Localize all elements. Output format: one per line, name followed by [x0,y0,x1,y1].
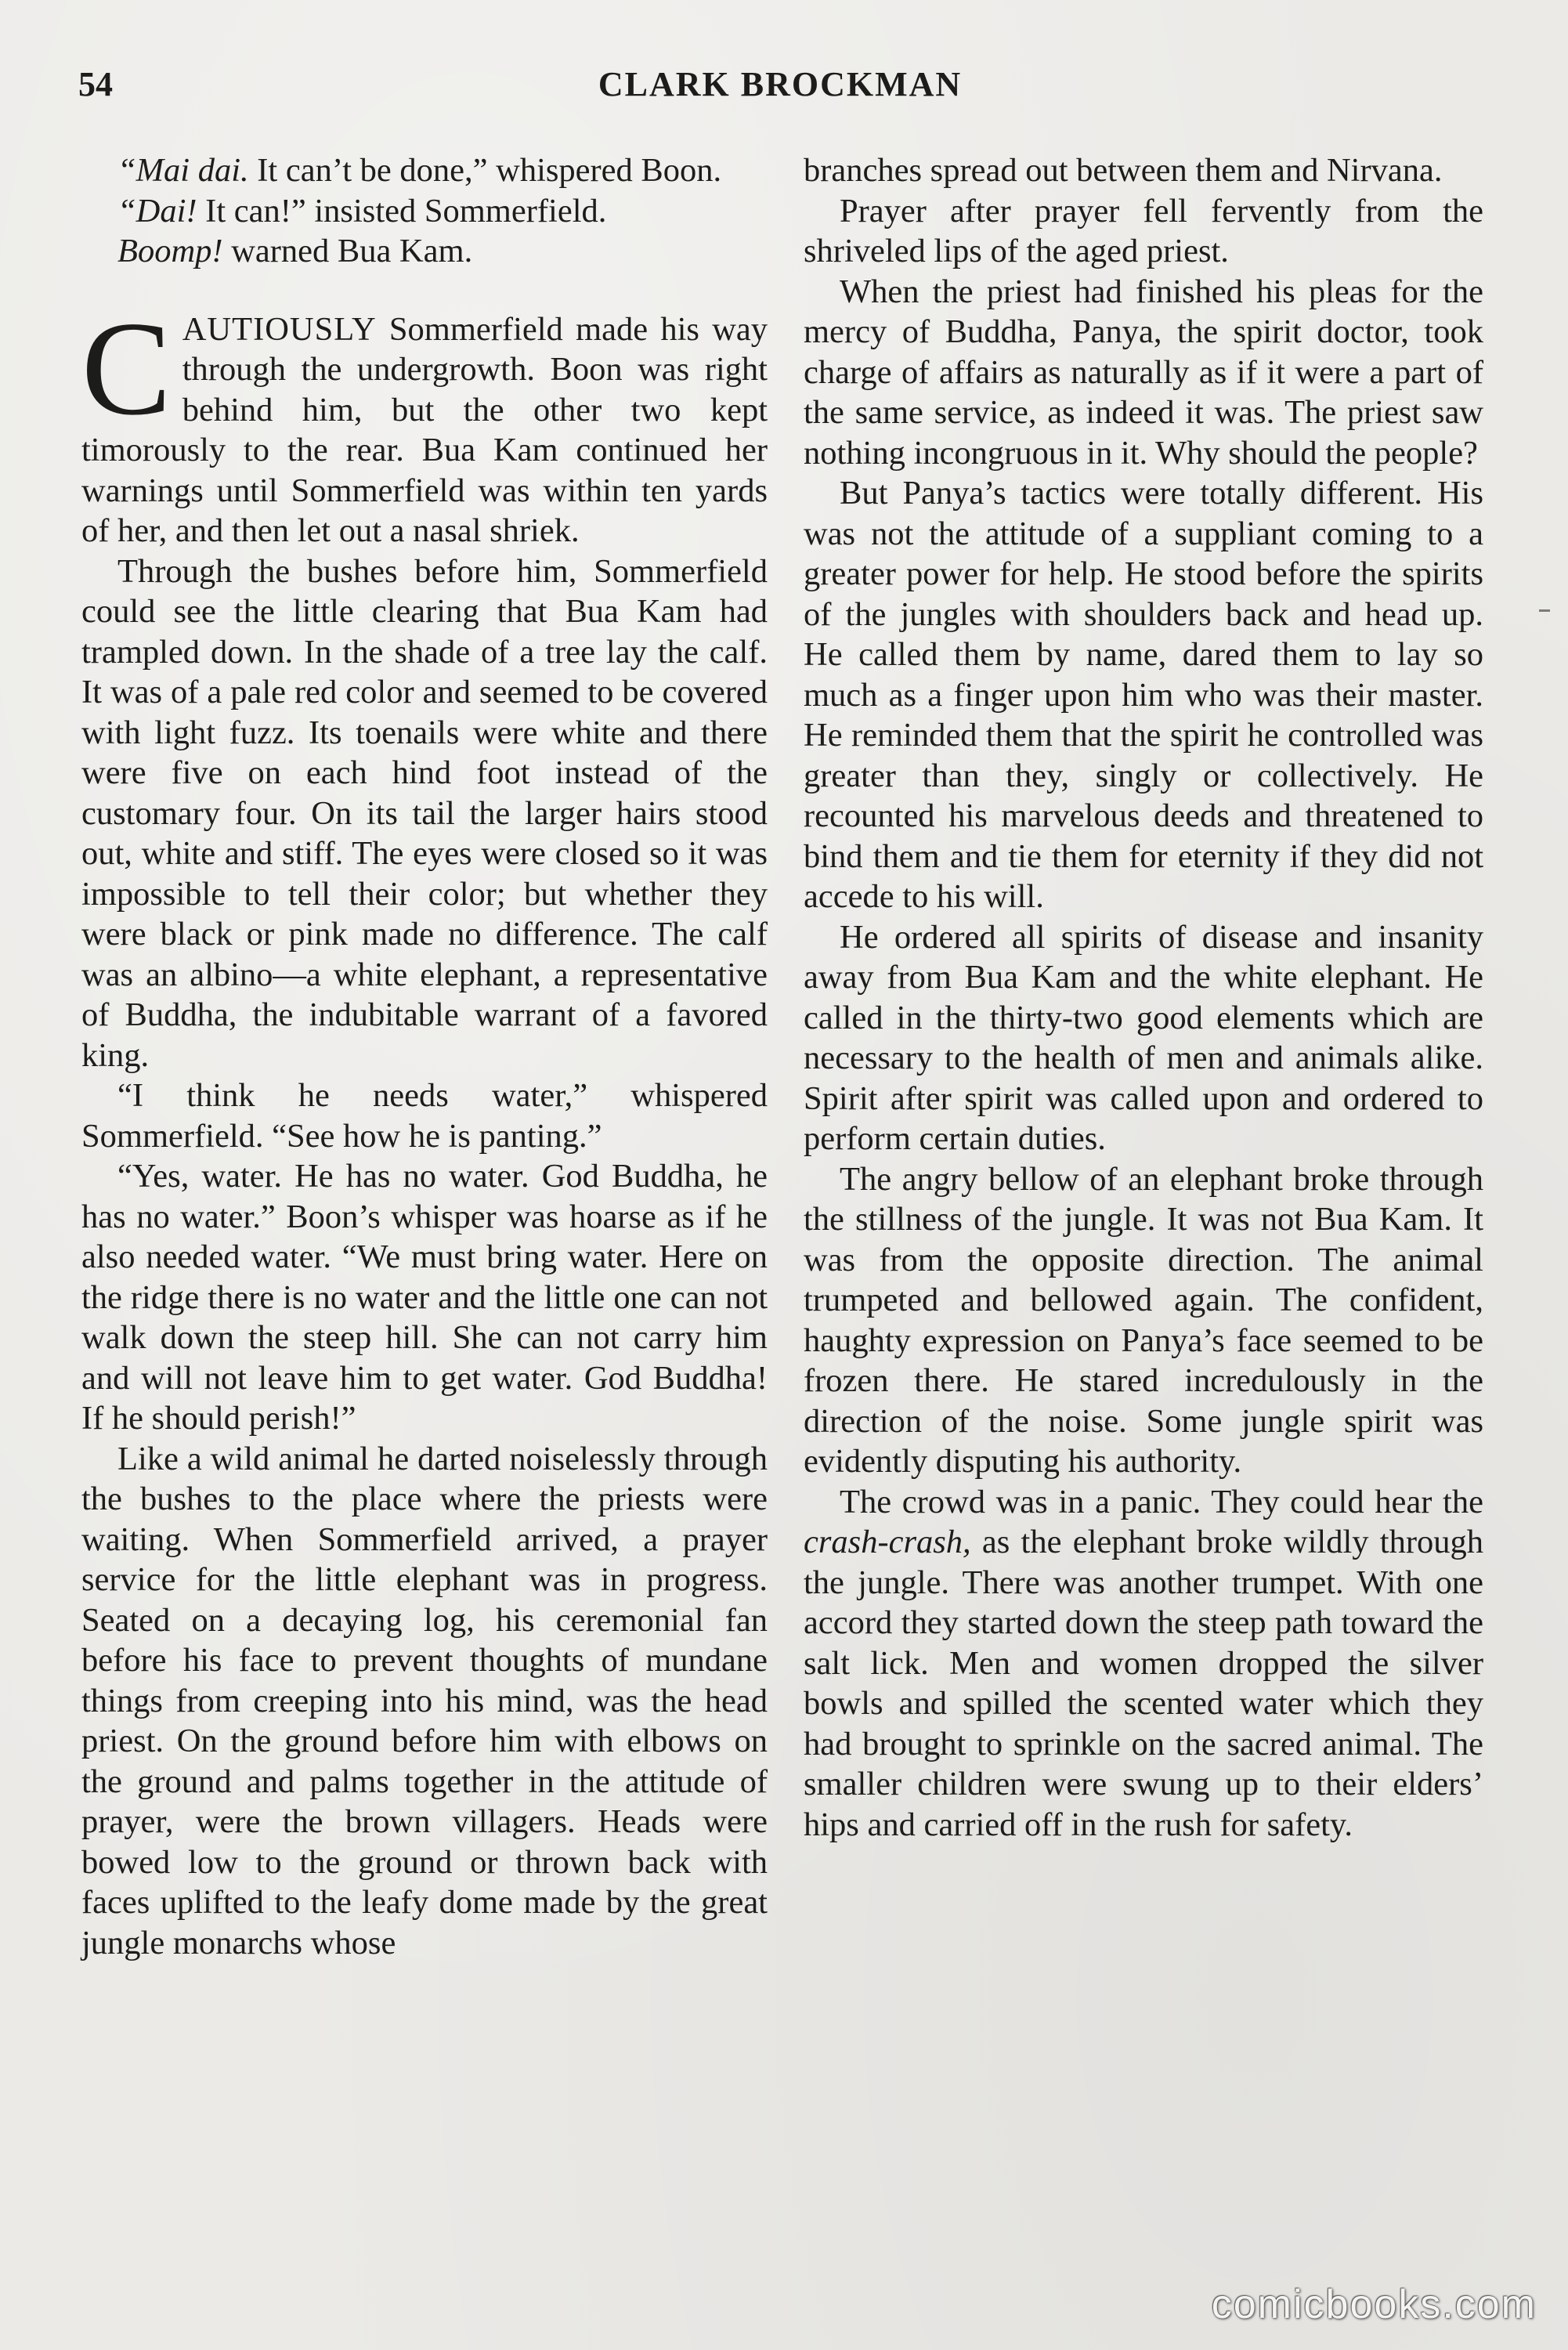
paragraph [804,1482,1483,1846]
right-column [804,150,1483,1845]
paragraph-text: It can’t be done,” whispered Boon. [248,152,722,189]
paragraph: The angry bellow of an elephant broke through the stillness of the jungle. It was not Bua Kam. It was from the opposite direction. The animal trumpeted and bellowed again. The confident, haughty expression on Panya’s face seemed to be frozen there. He stared incredulously in the direction of the noise. Some jungle spirit was evidently disputing his authority. [804,1160,1483,1480]
paragraph: “I think he needs water,” whispered Sommerfield. “See how he is panting.” [81,1077,768,1155]
paragraph [81,150,768,191]
margin-mark [1539,609,1550,612]
paragraph: “Yes, water. He has no water. God Buddha, he has no water.” Boon’s whisper was hoarse as if he also needed water. “We must bring water. Here on the ridge there is no water and the little one can not walk down the steep hill. She can not carry him and will not leave him to get water. God Buddha! If he should perish!” [81,1158,768,1437]
page-number: 54 [78,65,113,103]
paragraph [81,231,768,272]
paragraph-text: It can!” insisted Sommerfield. [197,192,607,230]
paragraph: He ordered all spirits of disease and insanity away from Bua Kam and the white elephant. He called in the thirty-two good elements which are necessary to the health of men and animals alike. Spirit after spirit was called upon and ordered to perform certain duties. [804,918,1483,1157]
paragraph-text: as the elephant broke wildly through the jungle. There was another trumpet. With one accord they started down the steep path toward the salt lick. Men and women dropped the silver bowls and spilled the scented water which they had brought to sprinkle on the sacred animal. The smaller children were swung up to their elders’ hips and carried off in the rush for safety. [804,1524,1483,1843]
paragraph-text: warned Bua Kam. [222,233,473,269]
paragraph: Prayer after prayer fell fervently from the shriveled lips of the aged priest. [804,192,1483,269]
left-column [81,150,768,1963]
running-head: CLARK BROCKMAN [598,65,963,103]
paragraph: But Panya’s tactics were totally different. His was not the attitude of a suppliant coming to a greater power for help. He stood before the spirits of the jungles with shoulders back and head up. He called them by name, dared them to lay so much as a finger upon him who was their master. He reminded them that the spirit he controlled was greater than they, singly or collectively. He recounted his marvelous deeds and threatened to bind them and tie them for eternity if they did not accede to his will. [804,475,1483,915]
paragraph: When the priest had finished his pleas for the mercy of Buddha, Panya, the spirit doctor, took charge of affairs as naturally as if it were a part of the same service, as indeed it was. The priest saw nothing incongruous in it. Why should the people? [804,273,1483,472]
italic-text: crash-crash, [804,1524,971,1560]
paragraph: branches spread out between them and Nirvana. [804,152,1443,189]
italic-text: “Dai! [117,192,197,230]
paragraph [81,191,768,232]
watermark: comicbooks.com [1211,2282,1537,2327]
paragraph: Through the bushes before him, Sommerfield could see the little clearing that Bua Kam had trampled down. In the shade of a tree lay the calf. It was of a pale red color and seemed to be covered with light fuzz. Its toenails were white and there were five on each hind foot instead of the customary four. On its tail the larger hairs stood out, white and stiff. The eyes were closed so it was impossible to tell their color; but whether they were black or pink made no difference. The calf was an albino—a white elephant, a representative of Buddha, the indubitable warrant of a favored king. [81,552,768,1074]
dropcap-paragraph [81,294,768,551]
paragraph-text: Sommerfield made his way through the undergrowth. Boon was right behind him, but the other two kept timorously to the rear. Bua Kam continued her warnings until Sommerfield was within ten yards of her, and then let out a nasal shriek. [81,310,768,549]
italic-text: Boomp! [117,233,223,269]
page-header [78,64,1482,119]
drop-cap: C [81,294,172,443]
small-caps-lead: AUTIOUSLY [182,310,377,348]
paragraph: Like a wild animal he darted noiselessly through the bushes to the place where the priests were waiting. When Sommerfield arrived, a prayer service for the little elephant was in progress. Seated on a decaying log, his ceremonial fan before his face to prevent thoughts of mundane things from creeping into his mind, was the head priest. On the ground before him with elbows on the ground and palms together in the attitude of prayer, were the brown villagers. Heads were bowed low to the ground or thrown back with faces uplifted to the leafy dome made by the great jungle monarchs whose [81,1440,768,1961]
italic-text: “Mai dai. [117,152,249,189]
paragraph-text: The crowd was in a panic. They could hear the [840,1483,1483,1520]
